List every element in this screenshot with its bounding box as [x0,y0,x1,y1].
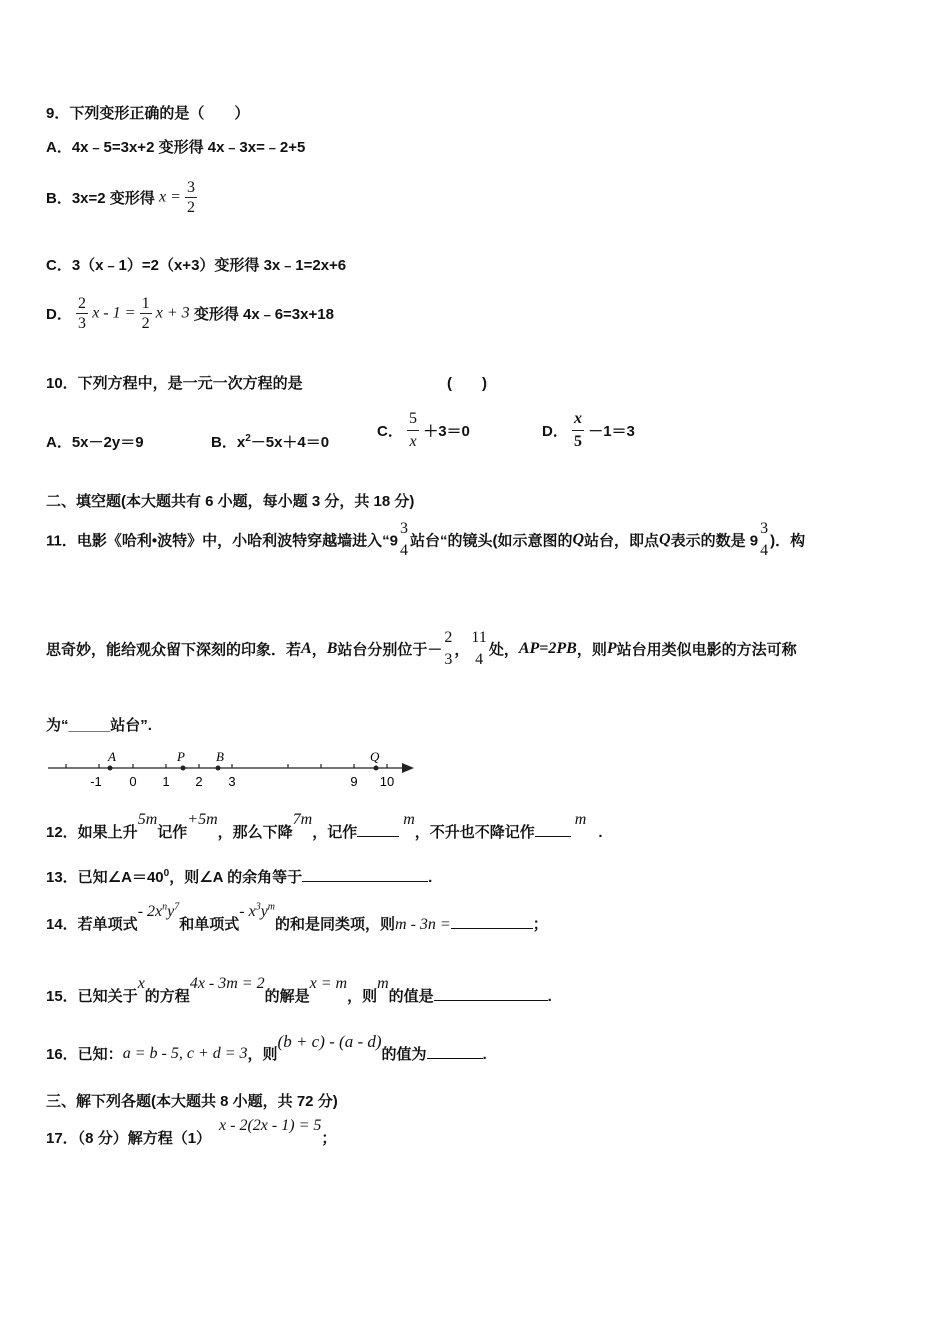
nl-tick-3: 3 [228,774,236,789]
q11-line2 [46,627,797,671]
q16-d: . [482,1046,487,1063]
q9-stem: 9．下列变形正确的是（ ） [46,105,250,122]
nl-tick-9: 9 [350,774,358,789]
q11-line2-c: 处， [488,641,519,659]
q15-d: ，则 [347,988,378,1005]
q15-b: 的方程 [144,988,190,1005]
q14-expr1: - $2x^ny^7$ [137,901,180,920]
q11-ap-eq: AP=2PB [518,640,577,657]
q9-option-a: A．4x﹣5=3x+2 变形得 4x﹣3x=﹣2+5 [46,139,306,156]
q10-option-c-post: ＋3＝0 [423,423,470,440]
q9-option-b-text: B．3x=2 变形得 [46,190,155,207]
q15-f: . [547,988,552,1005]
q11-q-label: Q [572,531,585,548]
point-q-dot [374,766,379,771]
number-line [46,745,426,791]
q16-blank[interactable] [427,1044,483,1059]
q11-line1-e: )．构 [770,532,806,550]
q9-option-d-tail: x + 3 [155,304,190,322]
q15-m: m [377,975,389,992]
q11-fraction-11-4: 11 4 [471,629,487,668]
q12-b: 记作 [157,824,188,841]
q16-a: 16．已知： [46,1046,123,1063]
q15-blank[interactable] [434,986,548,1001]
q14 [46,900,548,933]
q9-option-d-frac1: $\frac{2}{3}$ [78,295,87,332]
q16 [46,1031,487,1063]
q15 [46,972,552,1005]
q16-c: 的值为 [381,1046,427,1063]
q11-line2-b: 站台分别位于－ [337,641,443,659]
q11-line1-d: 表示的数是 9 [670,532,759,550]
q9-option-b-fraction: $\frac{3}{2}$ [187,179,196,216]
q9-option-d-mid: x - 1 = [92,304,136,322]
q11-point-p-label: P [606,640,617,657]
point-p-dot [181,766,186,771]
q14-b: 和单项式 [179,916,240,933]
q16-b: ，则 [247,1046,278,1063]
q11-line2-d: ，则 [576,641,607,659]
nl-tick-1: 1 [162,774,170,789]
q12-f: . [598,824,603,841]
q11-comma: ， [311,641,327,659]
q11-line1 [46,518,805,562]
q11-fraction-2-3: 2 3 [444,629,453,668]
q11-sep: ， [454,641,470,659]
q9-option-b-lhs: x = [158,188,181,206]
q10-option-d-fraction: $\frac{x}{5}$ [574,410,583,450]
q15-c: 的解是 [264,988,310,1005]
q12-m1: 5m [137,811,158,828]
q12-a: 12．如果上升 [46,824,138,841]
nl-tick-minus1: -1 [90,774,102,789]
q16-condition: a = b - 5, c + d = 3 [122,1045,248,1062]
nl-tick-2: 2 [195,774,203,789]
point-a-dot [108,766,113,771]
number-line-arrow [402,763,414,773]
q17-b: ； [321,1130,337,1147]
q9-option-d-post: 变形得 4x﹣6=3x+18 [193,306,334,323]
q15-e: 的值是 [388,988,434,1005]
q17 [46,1114,337,1147]
q12-m5: m [574,811,587,828]
q10-option-d-post: －1＝3 [588,423,635,440]
nl-label-b: B [216,749,224,764]
q14-blank[interactable] [451,914,533,929]
q11-line2-a: 思奇妙，能给观众留下深刻的印象．若 [46,641,302,659]
q13-a: 13．已知∠A＝40 [46,869,164,886]
q15-a: 15．已知关于 [46,988,138,1005]
q9-option-b [46,178,197,217]
q11-point-a-label: A [301,640,312,657]
q13 [46,866,432,887]
nl-tick-10: 10 [379,774,395,789]
section-2-heading: 二、填空题(本大题共有 6 小题，每小题 3 分，共 18 分) [46,493,415,510]
q9-option-d-label: D． [46,306,72,323]
q12-blank-1[interactable] [357,822,399,837]
q9-option-d-frac2: $\frac{1}{2}$ [141,295,150,332]
q10-option-b: B．$x^2-5x+4=0$ [211,433,330,451]
q11-line3: 为“_____站台”. [46,717,152,734]
q10-stem: 10．下列方程中，是一元一次方程的是 [46,375,303,392]
q12-m3: 7m [292,811,313,828]
q14-a: 14．若单项式 [46,916,138,933]
q12-m2: +5m [187,811,218,828]
q9-option-d [46,294,334,333]
q11-line1-c: 站台，即点 [584,532,660,550]
q14-expr2: - $x^3y^m$ [239,901,276,920]
q10-paren: ( ) [447,375,487,392]
point-b-dot [216,766,221,771]
q14-expr3: m - 3n = [395,916,451,933]
q14-d: ； [532,916,548,933]
q11-line1-b: 站台“的镜头(如示意图的 [409,532,573,550]
q11-fraction-3-4-b: 3 4 [760,520,769,559]
nl-tick-0: 0 [129,774,137,789]
q15-x: x [137,975,145,992]
q12-c: ，那么下降 [217,824,293,841]
q17-equation: x - 2(2x - 1) = 5 [219,1117,322,1134]
q9-option-c: C．3（x﹣1）=2（x+3）变形得 3x﹣1=2x+6 [46,257,347,274]
q11-q-label-2: Q [659,531,671,548]
q11-line2-e: 站台用类似电影的方法可称 [616,641,797,659]
q13-b: ，则∠A 的余角等于 [169,869,303,886]
q10-option-d-label: D． [542,423,568,440]
q15-solution: x = m [309,975,348,992]
q12 [46,808,603,841]
q13-c: . [428,869,433,886]
q10-option-a: A．5x－2y＝9 [46,434,144,451]
q10-option-c-label: C． [377,423,403,440]
q17-a: 17．（8 分）解方程（1） [46,1130,212,1147]
q10-option-c-fraction: $\frac{5}{x}$ [409,410,418,450]
q13-blank[interactable] [302,867,428,882]
q16-expression: (b + c) - (a - d) [277,1032,382,1051]
q11-line1-a: 11．电影《哈利•波特》中，小哈利波特穿越墙进入“9 [46,532,398,550]
q10-option-c [377,408,470,453]
q13-sup: 0 [163,868,170,879]
section-3-heading: 三、解下列各题(本大题共 8 小题，共 72 分) [46,1093,338,1110]
nl-label-p: P [177,749,185,764]
q12-e: ，不升也不降记作 [414,824,535,841]
q15-equation: 4x - 3m = 2 [189,975,265,992]
q12-m4: m [403,811,415,828]
q10-option-d [542,408,635,453]
q12-d: ，记作 [312,824,358,841]
nl-label-q: Q [370,749,380,764]
nl-label-a: A [108,749,116,764]
q11-point-b-label: B [326,640,338,657]
q12-blank-2[interactable] [535,822,571,837]
q11-fraction-3-4: 3 4 [399,520,408,559]
q14-c: 的和是同类项，则 [275,916,396,933]
